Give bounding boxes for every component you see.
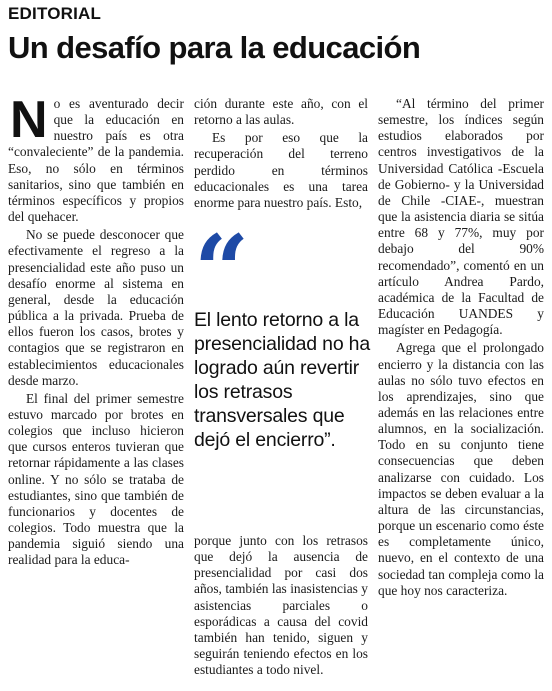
- headline: Un desafío para la educación: [8, 30, 421, 65]
- section-label: EDITORIAL: [8, 4, 102, 23]
- pull-quote-text: El lento retorno a la presencialidad no ha logrado aún revertir los retrasos transversales que dejó el encierro”.: [194, 309, 370, 451]
- column-2-continued: [194, 533, 368, 678]
- column-2: [194, 96, 368, 213]
- paragraph-1-text: o es aventurado decir que la educación en nuestro país es otra “convaleciente” de la pandemia. Eso, no sólo en términos sanitarios, sino que también en términos específicos y propios del quehacer.: [8, 96, 184, 225]
- paragraph-1: [8, 91, 184, 225]
- paragraph-2: No se puede desconocer que efectivamente el regreso a la presencialidad este año puso un desafío enorme al sistema en general, desde la educación pública a la privada. Prueba de ellos fueron los casos, brotes y contagios que se registraron en establecimientos educacionales desde marzo.: [8, 227, 184, 388]
- paragraph-8: Agrega que el prolongado encierro y la distancia con las aulas no sólo tuvo efectos en los aprendizajes, sino que además en las relaciones entre alumnos, en la socialización. Todo en su conjunto tiene consecuencias que deben analizarse con cuidado. Los impactos se deben evaluar a la altura de las circunstancias, porque un escenario como éste es completamente único, nuevo, en el contexto de una sociedad tan compleja como la que hoy nos caracteriza.: [378, 340, 544, 598]
- paragraph-3: El final del primer semestre estuvo marcado por brotes en colegios que incluso hicieron que cursos enteros tuvieran que retornar rápidamente a las clases online. Y no sólo se trataba de estudiantes, sino que también de funcionarios y docentes de colegios. Todo muestra que la pandemia siguió siendo una realidad para la educa-: [8, 390, 184, 568]
- column-3: [378, 96, 544, 601]
- pull-quote: [194, 214, 370, 526]
- drop-cap: N: [10, 91, 48, 149]
- quote-mark-icon: “: [194, 214, 250, 327]
- paragraph-5: Es por eso que la recuperación del terreno perdido en términos educacionales es una tarea enorme para nuestro país. Esto,: [194, 130, 368, 210]
- paragraph-7: “Al término del primer semestre, los índices según estudios elaborados por centros investigativos de la Universidad Católica -Escuela de Gobierno- y la Universidad de Chile -CIAE-, muestran que la asistencia diaria se sitúa entre 68 y 77%, muy por debajo del 90% recomendado”, comentó en un artículo Andrea Pardo, académica de la Facultad de Educación UANDES y magíster en Pedagogía.: [378, 96, 544, 338]
- column-1: [8, 91, 184, 571]
- paragraph-4: ción durante este año, con el retorno a las aulas.: [194, 96, 368, 128]
- paragraph-6: porque junto con los retrasos que dejó la ausencia de presencialidad por casi dos años, también las inasistencias y asistencias parciales o esporádicas a causa del covid también han tenido, siguen y seguirán teniendo efectos en los estudiantes a todo nivel.: [194, 533, 368, 678]
